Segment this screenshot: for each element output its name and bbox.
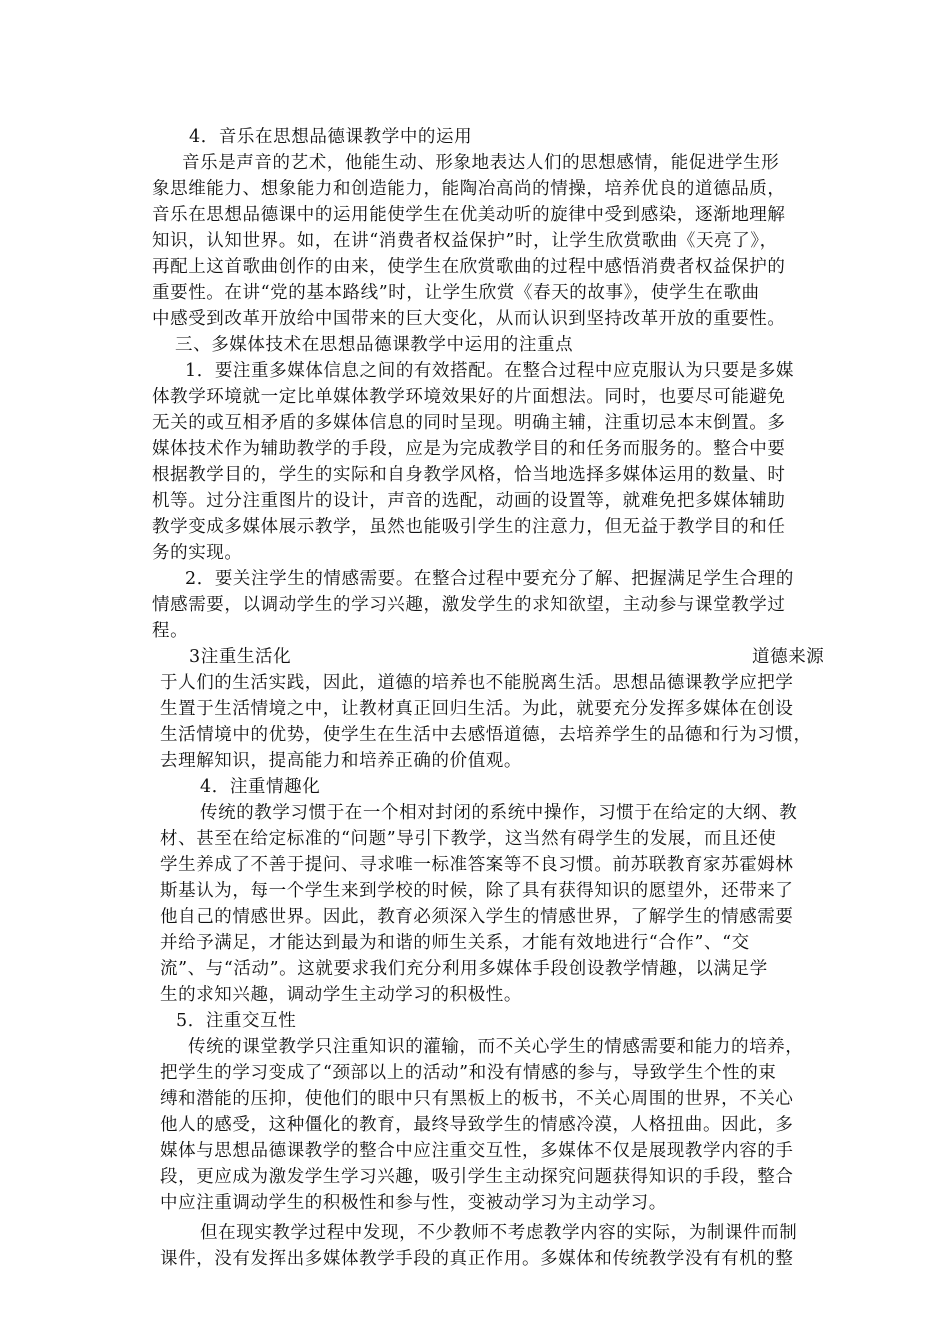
text-line: 把学生的学习变成了“颈部以上的活动”和没有情感的参与，导致学生个性的束 xyxy=(160,1063,777,1083)
text-line: 并给予满足，才能达到最为和谐的师生关系，才能有效地进行“合作”、“交 xyxy=(160,933,750,953)
text-line: 1．要注重多媒体信息之间的有效搭配。在整合过程中应克服认为只要是多媒 xyxy=(185,361,795,381)
text-line: 根据教学目的，学生的实际和自身教学风格，恰当地选择多媒体运用的数量、时 xyxy=(152,465,786,485)
point-5-heading: 5．注重交互性 xyxy=(176,1011,297,1031)
text-line: 体教学环境就一定比单媒体教学环境效果好的片面想法。同时，也要尽可能避免 xyxy=(152,387,786,407)
text-line: 学生养成了不善于提问、寻求唯一标准答案等不良习惯。前苏联教育家苏霍姆林 xyxy=(160,855,794,875)
text-line: 媒体与思想品德课教学的整合中应注重交互性，多媒体不仅是展现教学内容的手 xyxy=(160,1141,794,1161)
text-line: 中应注重调动学生的积极性和参与性，变被动学习为主动学习。 xyxy=(160,1193,667,1213)
text-line: 传统的教学习惯于在一个相对封闭的系统中操作，习惯于在给定的大纲、教 xyxy=(200,803,798,823)
point-3-heading: 3注重生活化 xyxy=(189,647,292,667)
text-line-fragment: 道德来源 xyxy=(752,647,825,667)
text-line: 情感需要，以调动学生的学习兴趣，激发学生的求知欲望，主动参与课堂教学过 xyxy=(152,595,786,615)
text-line: 生活情境中的优势，使学生在生活中去感悟道德，去培养学生的品德和行为习惯， xyxy=(160,725,812,745)
text-line: 音乐是声音的艺术，他能生动、形象地表达人们的思想感情，能促进学生形 xyxy=(182,153,780,173)
text-line: 音乐在思想品德课中的运用能使学生在优美动听的旋律中受到感染，逐渐地理解 xyxy=(152,205,786,225)
text-line: 生置于生活情境之中，让教材真正回归生活。为此，就要充分发挥多媒体在创设 xyxy=(160,699,794,719)
text-line: 传统的课堂教学只注重知识的灌输，而不关心学生的情感需要和能力的培养， xyxy=(188,1037,804,1057)
text-line: 但在现实教学过程中发现，不少教师不考虑教学内容的实际，为制课件而制 xyxy=(200,1223,798,1243)
text-line: 他自己的情感世界。因此，教育必须深入学生的情感世界，了解学生的情感需要 xyxy=(160,907,794,927)
text-line: 缚和潜能的压抑，使他们的眼中只有黑板上的板书，不关心周围的世界，不关心 xyxy=(160,1089,794,1109)
section-4-heading: 4．音乐在思想品德课教学中的运用 xyxy=(189,127,473,147)
part-3-heading: 三、多媒体技术在思想品德课教学中运用的注重点 xyxy=(175,335,574,355)
text-line: 机等。过分注重图片的设计，声音的选配，动画的设置等，就难免把多媒体辅助 xyxy=(152,491,786,511)
text-line: 知识，认知世界。如，在讲“消费者权益保护”时，让学生欣赏歌曲《天亮了》， xyxy=(152,231,778,251)
text-line: 他人的感受，这种僵化的教育，最终导致学生的情感冷漠，人格扭曲。因此，多 xyxy=(160,1115,794,1135)
point-4-heading: 4．注重情趣化 xyxy=(200,777,321,797)
text-line: 无关的或互相矛盾的多媒体信息的同时呈现。明确主辅，注重切忌本末倒置。多 xyxy=(152,413,786,433)
text-line: 重要性。在讲“党的基本路线”时，让学生欣赏《春天的故事》，使学生在歌曲 xyxy=(152,283,760,303)
text-line: 生的求知兴趣，调动学生主动学习的积极性。 xyxy=(160,985,522,1005)
text-line: 流”、与“活动”。这就要求我们充分利用多媒体手段创设教学情趣，以满足学 xyxy=(160,959,768,979)
text-line: 去理解知识，提高能力和培养正确的价值观。 xyxy=(160,751,522,771)
text-line: 再配上这首歌曲创作的由来，使学生在欣赏歌曲的过程中感悟消费者权益保护的 xyxy=(152,257,786,277)
text-line: 斯基认为，每一个学生来到学校的时候，除了具有获得知识的愿望外，还带来了 xyxy=(160,881,794,901)
text-line: 2．要关注学生的情感需要。在整合过程中要充分了解、把握满足学生合理的 xyxy=(185,569,795,589)
text-line: 中感受到改革开放给中国带来的巨大变化，从而认识到坚持改革开放的重要性。 xyxy=(152,309,786,329)
text-line: 象思维能力、想象能力和创造能力，能陶冶高尚的情操，培养优良的道德品质， xyxy=(152,179,786,199)
text-line: 段，更应成为激发学生学习兴趣，吸引学生主动探究问题获得知识的手段，整合 xyxy=(160,1167,794,1187)
text-line: 媒体技术作为辅助教学的手段，应是为完成教学目的和任务而服务的。整合中要 xyxy=(152,439,786,459)
text-line: 程。 xyxy=(152,621,189,641)
text-line: 教学变成多媒体展示教学，虽然也能吸引学生的注意力，但无益于教学目的和任 xyxy=(152,517,786,537)
text-line: 于人们的生活实践，因此，道德的培养也不能脱离生活。思想品德课教学应把学 xyxy=(160,673,794,693)
text-line: 课件，没有发挥出多媒体教学手段的真正作用。多媒体和传统教学没有有机的整 xyxy=(160,1249,794,1269)
text-line: 材、甚至在给定标准的“问题”导引下教学，这当然有碍学生的发展，而且还使 xyxy=(160,829,777,849)
text-line: 务的实现。 xyxy=(152,543,243,563)
